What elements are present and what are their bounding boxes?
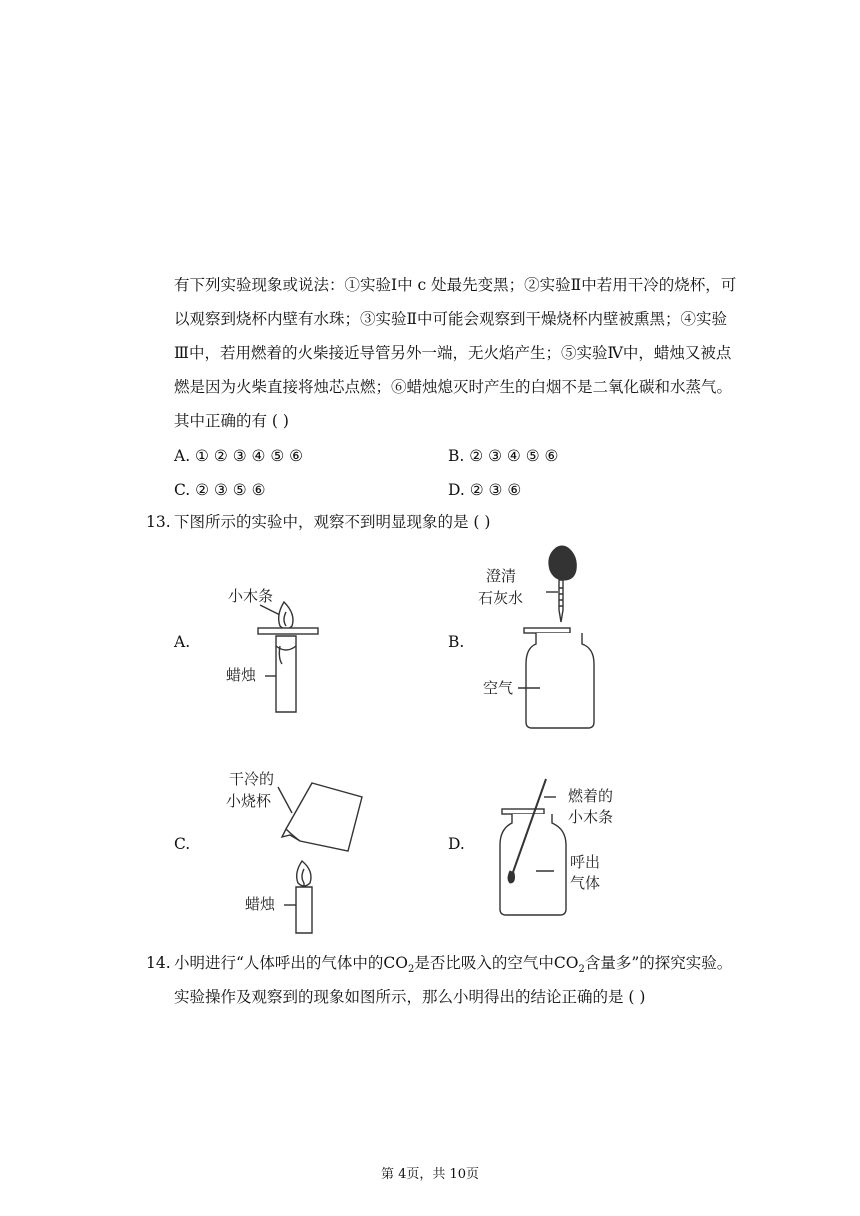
q12-option-a: A. ① ② ③ ④ ⑤ ⑥: [174, 447, 304, 465]
q14-line-1: [174, 953, 732, 980]
q12-line-4: 燃是因为火柴直接将烛芯点燃；⑥蜡烛熄灭时产生的白烟不是二氧化碳和水蒸气。: [174, 378, 733, 396]
q12-line-2: 以观察到烧杯内壁有水珠；③实验Ⅱ中可能会观察到干燥烧杯内壁被熏黑；④实验: [174, 310, 728, 328]
q13-option-d: D.: [448, 835, 465, 853]
q14-line-1-part-a: 小明进行“人体呼出的气体中的CO: [174, 954, 408, 972]
figure-b-label-limewater-1: 澄清: [486, 567, 517, 585]
figure-d-label-stick-2: 小木条: [568, 808, 614, 826]
q13-number: 13.: [146, 513, 171, 531]
figure-c-label-candle: 蜡烛: [245, 895, 276, 913]
figure-a-label-candle: 蜡烛: [226, 666, 257, 684]
q14-line-1-part-c: 含量多”的探究实验。: [584, 954, 733, 972]
figure-d-label-stick-1: 燃着的: [568, 787, 614, 805]
q13-stem: 下图所示的实验中，观察不到明显现象的是 ( ): [174, 513, 491, 531]
q12-line-5: 其中正确的有 ( ): [174, 412, 289, 430]
q14-subscript-2: 2: [578, 964, 585, 976]
q12-line-1: 有下列实验现象或说法：①实验Ⅰ中 c 处最先变黑；②实验Ⅱ中若用干冷的烧杯，可: [174, 276, 737, 294]
page-footer: 第 4页，共 10页: [380, 1167, 480, 1182]
figure-c-label-beaker-1: 干冷的: [229, 770, 275, 788]
q14-number: 14.: [146, 954, 171, 972]
q13-option-c: C.: [174, 835, 191, 853]
figure-a-label-stick: 小木条: [228, 587, 274, 605]
figure-c-label-beaker-2: 小烧杯: [226, 792, 272, 810]
q12-line-3: Ⅲ中，若用燃着的火柴接近导管另外一端，无火焰产生；⑤实验Ⅳ中，蜡烛又被点: [174, 344, 732, 362]
figure-b-label-air: 空气: [483, 679, 514, 697]
q13-option-a: A.: [174, 633, 191, 651]
q12-option-c: C. ② ③ ⑤ ⑥: [174, 481, 266, 499]
q12-option-d: D. ② ③ ⑥: [448, 481, 522, 499]
figure-d-label-gas-1: 呼出: [570, 853, 601, 871]
q14-line-2: 实验操作及观察到的现象如图所示，那么小明得出的结论正确的是 ( ): [174, 988, 646, 1006]
figure-b-label-limewater-2: 石灰水: [478, 589, 524, 607]
q12-option-b: B. ② ③ ④ ⑤ ⑥: [448, 447, 559, 465]
q13-option-b: B.: [448, 633, 465, 651]
q14-line-1-part-b: 是否比吸入的空气中CO: [414, 954, 579, 972]
figure-d-label-gas-2: 气体: [570, 874, 601, 892]
q14-subscript-1: 2: [408, 964, 415, 976]
